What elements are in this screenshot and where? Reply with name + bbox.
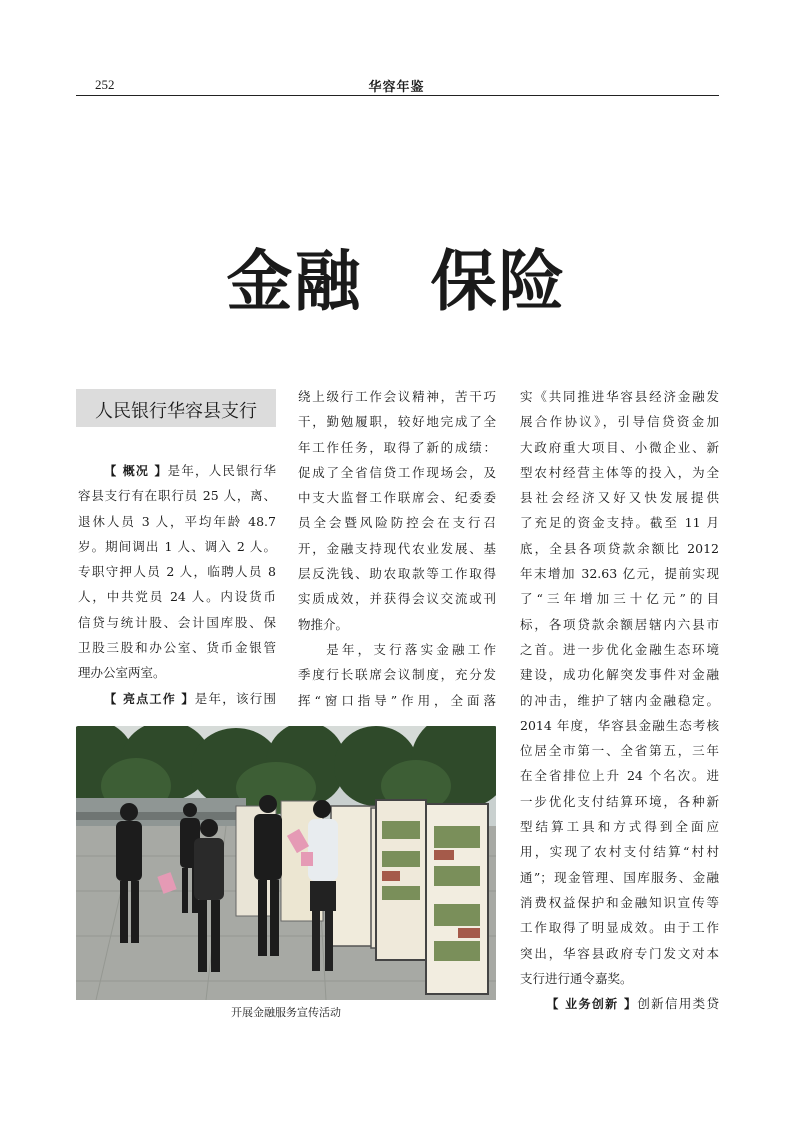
paragraph-line: 2014 年度，华容县金融生态考核	[520, 717, 719, 733]
paragraph-line: 卫股三股和办公室、货币金银管	[78, 640, 276, 656]
paragraph-line: 县社会经济又好又快发展提供	[520, 490, 719, 506]
paragraph-line: 物推介。	[298, 616, 349, 632]
paragraph-line: 消费权益保护和金融知识宣传等	[520, 894, 719, 910]
paragraph-line: 实《共同推进华容县经济金融发	[520, 389, 719, 404]
paragraph-line: 季度行长联席会议制度，充分发	[298, 667, 496, 683]
paragraph-line: 理办公室两室。	[78, 665, 166, 681]
header-rule	[76, 95, 719, 96]
paragraph-line: 信贷与统计股、会计国库股、保	[78, 614, 276, 630]
paragraph-line: 支行进行通令嘉奖。	[520, 970, 633, 986]
paragraph-line: 用，实现了农村支付结算“村村	[520, 844, 719, 860]
paragraph-line: 之首。进一步优化金融生态环境	[520, 641, 719, 657]
paragraph-line: 中支大监督工作联席会、纪委委	[298, 490, 496, 506]
text-column-3	[520, 384, 719, 1016]
paragraph-line: 挥“窗口指导”作用，全面落	[298, 692, 496, 708]
paragraph-line: 型农村经营主体等的投入，为全	[520, 464, 719, 480]
paragraph-line: 年工作任务，取得了新的成绩：	[298, 439, 496, 455]
paragraph-line: 【 概况 】是年，人民银行华	[103, 463, 276, 478]
paragraph-line: 工作取得了明显成效。由于工作	[520, 920, 719, 936]
paragraph-line: 的冲击，维护了辖内金融稳定。	[520, 692, 719, 708]
paragraph-line: 【 亮点工作 】是年，该行围	[103, 690, 276, 706]
paragraph-line: 标，各项贷款余额居辖内六县市	[520, 616, 719, 632]
paragraph-line: 是年，支行落实金融工作	[323, 641, 496, 657]
paragraph-label-overview: 【 概况 】	[103, 464, 168, 478]
paragraph-line: 底，全县各项贷款余额比 2012	[520, 540, 719, 556]
paragraph-line: 年末增加 32.63 亿元，提前实现	[520, 566, 719, 582]
section-title: 人民银行华容县支行	[95, 401, 257, 422]
running-head: 华容年鉴	[368, 80, 425, 95]
paragraph-line: 了充足的资金支持。截至 11 月	[520, 515, 719, 531]
paragraph-line: 突出，华容县政府专门发文对本	[520, 945, 719, 961]
section-heading-box	[76, 389, 276, 427]
paragraph-line: 【 业务创新 】创新信用类贷	[545, 996, 719, 1012]
paragraph-line: 绕上级行工作会议精神，苦干巧	[298, 389, 496, 404]
paragraph-line: 展合作协议》，引导信贷资金加	[520, 414, 719, 430]
paragraph-line: 岁。期间调出 1 人、调入 2 人。	[78, 538, 276, 554]
paragraph-line: 型结算工具和方式得到全面应	[520, 819, 719, 835]
paragraph-line: 在全省排位上升 24 个名次。进	[520, 768, 719, 784]
paragraph-label-innovation: 【 业务创新 】	[545, 997, 638, 1012]
paragraph-line: 大政府重大项目、小微企业、新	[520, 439, 719, 455]
paragraph-line: 一步优化支付结算环境，各种新	[520, 793, 719, 809]
paragraph-line: 实质成效，并获得会议交流或刊	[298, 591, 496, 607]
paragraph-label-highlights: 【 亮点工作 】	[103, 691, 195, 706]
paragraph-line: 位居全市第一、全省第五，三年	[520, 743, 719, 759]
text-column-1	[78, 458, 276, 711]
paragraph-line: 通”；现金管理、国库服务、金融	[520, 869, 719, 885]
paragraph-line: 人，中共党员 24 人。内设货币	[78, 589, 276, 605]
paragraph-line: 开，金融支持现代农业发展、基	[298, 540, 496, 556]
event-photo	[76, 726, 496, 1000]
paragraph-line: 容县支行有在职行员 25 人，离、	[78, 488, 276, 504]
text-column-2	[298, 384, 496, 713]
paragraph-line: 了“三年增加三十亿元”的目	[520, 591, 719, 607]
paragraph-line: 退休人员 3 人，平均年龄 48.7	[78, 513, 276, 529]
paragraph-line: 层反洗钱、助农取款等工作取得	[298, 566, 496, 582]
paragraph-line: 员全会暨风险防控会在支行召	[298, 515, 496, 531]
chapter-title: 金融 保险	[226, 242, 567, 320]
paragraph-line: 专职守押人员 2 人，临聘人员 8	[78, 564, 276, 580]
page-number: 252	[95, 77, 115, 92]
paragraph-line: 建设，成功化解突发事件对金融	[520, 667, 719, 683]
photo-caption: 开展金融服务宣传活动	[231, 1006, 341, 1019]
paragraph-line: 干，勤勉履职，较好地完成了全	[298, 414, 496, 430]
paragraph-line: 促成了全省信贷工作现场会，及	[298, 464, 496, 480]
